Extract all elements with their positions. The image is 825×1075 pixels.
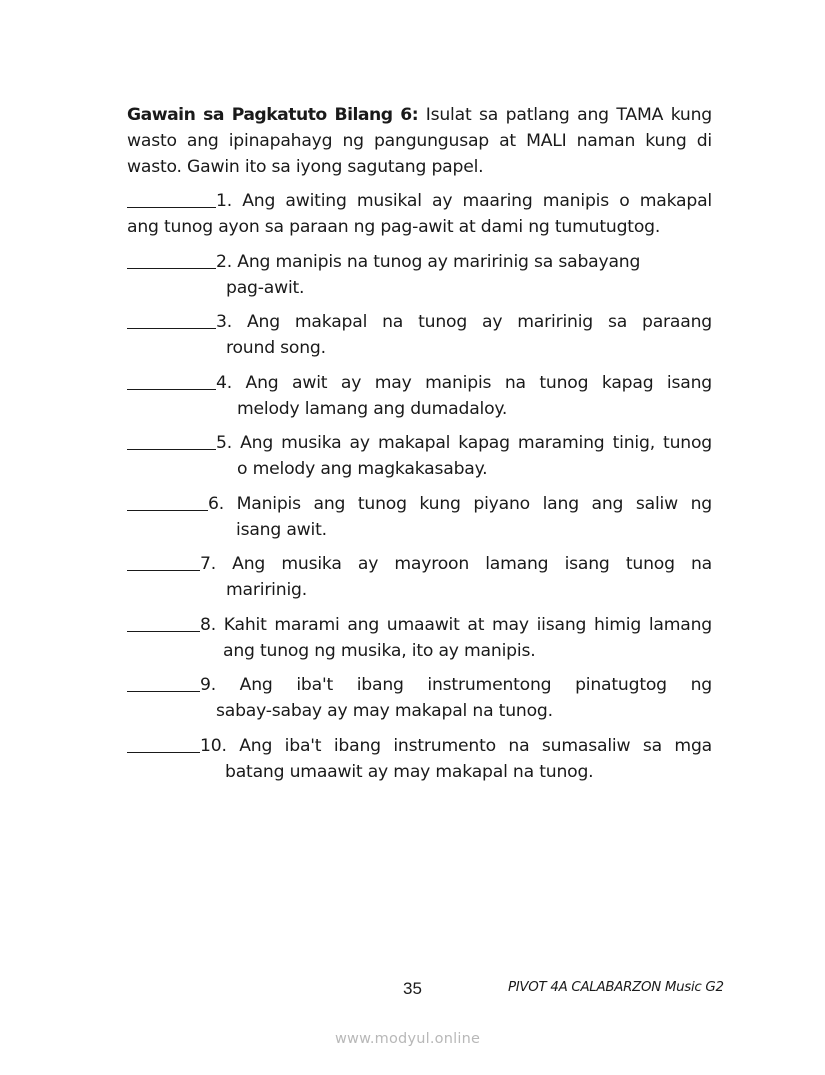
answer-blank-3[interactable]	[127, 309, 216, 329]
answer-blank-10[interactable]	[127, 733, 200, 753]
question-text-4: 4. Ang awit ay may manipis na tunog kapag isang	[216, 372, 712, 393]
question-text-3: 3. Ang makapal na tunog ay maririnig sa paraang	[216, 312, 712, 332]
answer-blank-2[interactable]	[127, 249, 216, 269]
question-item-4	[127, 370, 712, 422]
question-continuation-9: sabay-sabay ay may makapal na tunog.	[216, 701, 553, 721]
book-title: PIVOT 4A CALABARZON Music G2	[508, 980, 724, 995]
watermark-link: www.modyul.online	[335, 1031, 481, 1047]
question-text-5: 5. Ang musika ay makapal kapag maraming tinig, tunog	[216, 433, 712, 453]
question-continuation-2: pag-awit.	[226, 277, 305, 298]
question-item-3	[127, 309, 712, 361]
question-text-7: 7. Ang musika ay mayroon lamang isang tunog na	[200, 554, 712, 574]
answer-blank-1[interactable]	[127, 188, 216, 208]
question-item-7	[127, 551, 712, 603]
page-number: 35	[403, 979, 422, 998]
answer-blank-6[interactable]	[127, 491, 208, 511]
question-item-2	[127, 249, 712, 301]
question-text-2: 2. Ang manipis na tunog ay maririnig sa sabayang	[216, 251, 641, 272]
question-continuation-7: maririnig.	[226, 580, 308, 600]
question-continuation-1: ang tunog ayon sa paraan ng pag-awit at dami ng tumutugtog.	[127, 217, 661, 237]
instructions-text: Isulat sa patlang ang TAMA kung wasto ang ipinapahayg ng pangungusap at MALI naman kung di wasto. Gawin ito sa iyong sagutang papel.	[127, 105, 713, 177]
question-item-10	[127, 733, 712, 785]
question-text-9: 9. Ang iba't ibang instrumentong pinatugtog ng	[200, 675, 712, 695]
answer-blank-8[interactable]	[127, 612, 200, 632]
activity-heading: Gawain sa Pagkatuto Bilang 6:	[127, 105, 419, 125]
question-text-1: 1. Ang awiting musikal ay maaring manipis o makapal	[216, 191, 712, 211]
question-item-6	[127, 491, 712, 543]
question-continuation-4: melody lamang ang dumadaloy.	[237, 398, 508, 419]
activity-instructions	[127, 102, 712, 180]
question-continuation-5: o melody ang magkakasabay.	[237, 459, 488, 479]
question-item-5	[127, 430, 712, 482]
answer-blank-4[interactable]	[127, 370, 216, 390]
question-item-1	[127, 188, 712, 240]
question-continuation-8: ang tunog ng musika, ito ay manipis.	[223, 640, 536, 661]
question-item-9	[127, 672, 712, 724]
question-text-8: 8. Kahit marami ang umaawit at may iisang himig lamang	[200, 614, 712, 635]
question-item-8	[127, 612, 712, 664]
question-continuation-6: isang awit.	[236, 519, 327, 540]
question-text-6: 6. Manipis ang tunog kung piyano lang ang saliw ng	[208, 493, 712, 514]
worksheet-content	[127, 102, 712, 793]
answer-blank-7[interactable]	[127, 551, 200, 571]
answer-blank-9[interactable]	[127, 672, 200, 692]
answer-blank-5[interactable]	[127, 430, 216, 450]
question-continuation-3: round song.	[226, 338, 326, 358]
question-continuation-10: batang umaawit ay may makapal na tunog.	[225, 761, 594, 782]
question-text-10: 10. Ang iba't ibang instrumento na sumasaliw sa mga	[200, 735, 712, 756]
